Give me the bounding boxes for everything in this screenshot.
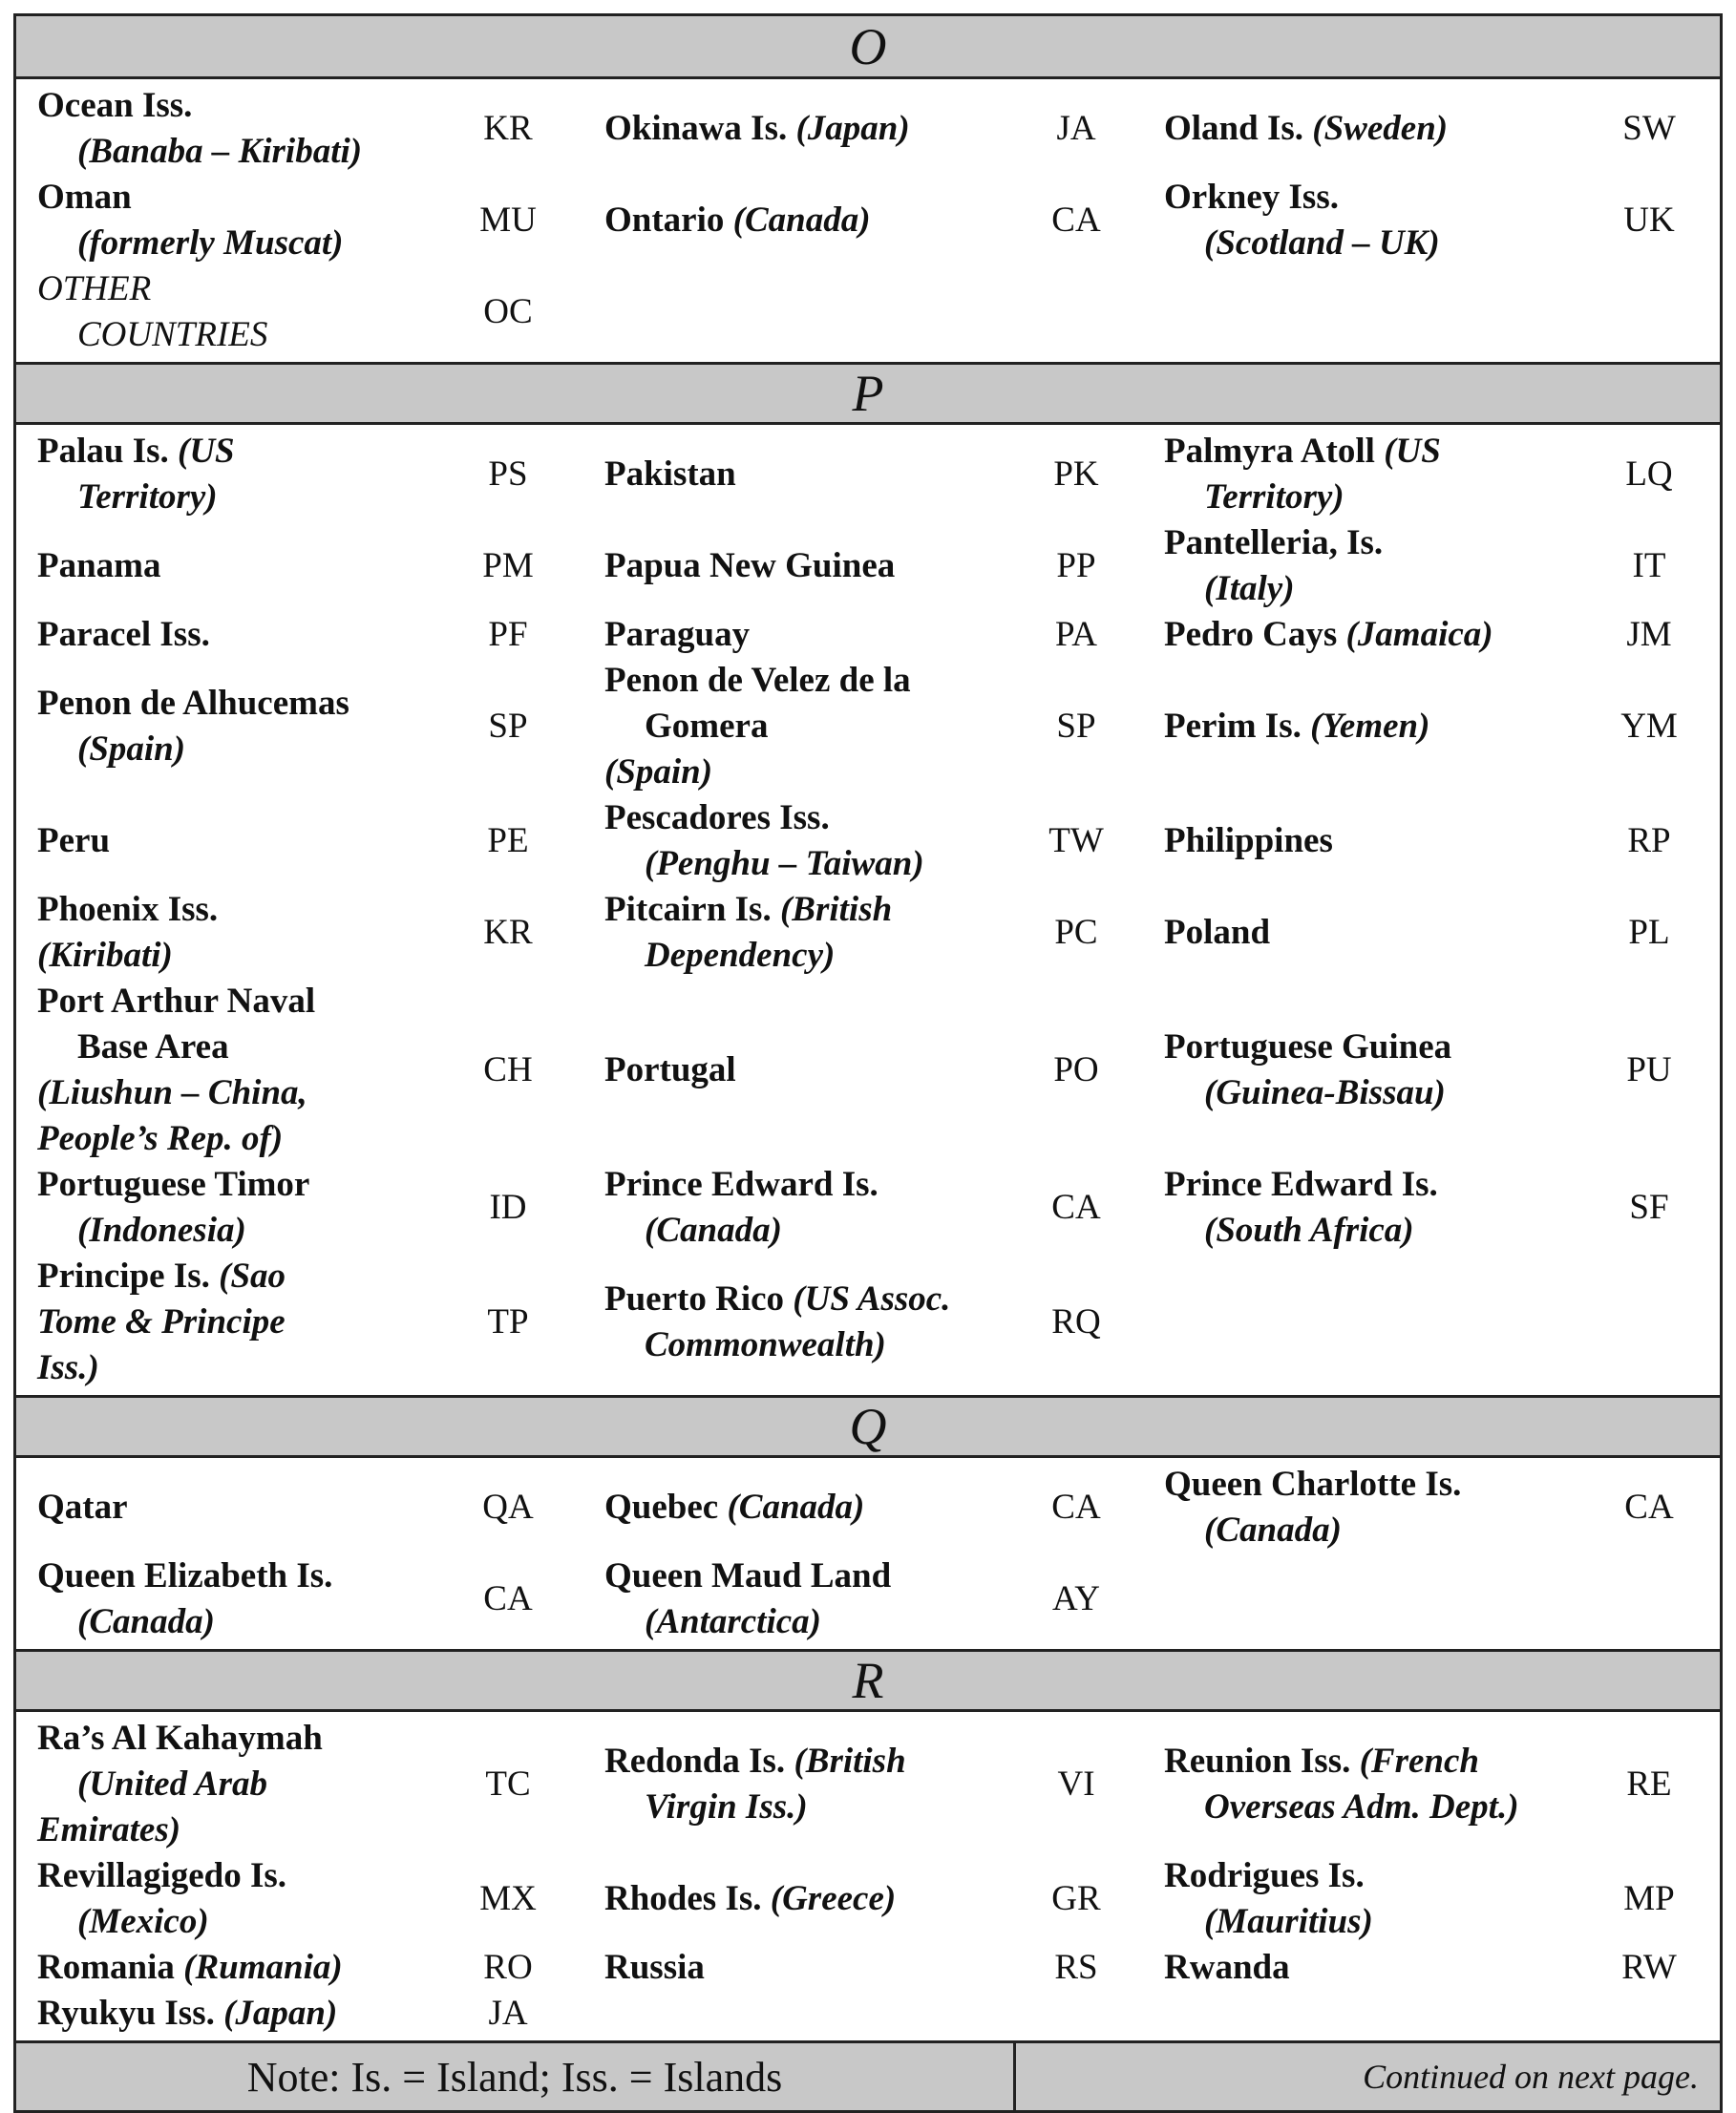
entry-label: Port Arthur Naval bbox=[37, 982, 316, 1021]
entry-label: Penon de Velez de la bbox=[604, 661, 911, 700]
entry-qualifier: (Sao bbox=[219, 1257, 286, 1296]
entry-qualifier-line: Tome & Principe bbox=[37, 1302, 286, 1342]
table-row bbox=[16, 1853, 1720, 1945]
entry-code: PP bbox=[1056, 546, 1096, 585]
entry-code: UK bbox=[1623, 201, 1675, 240]
entry-name bbox=[580, 887, 1000, 979]
entry-name bbox=[16, 543, 436, 589]
entry-label: Poland bbox=[1164, 913, 1271, 952]
entry-label: Reunion Iss. bbox=[1164, 1742, 1351, 1781]
entry-name bbox=[1153, 910, 1544, 956]
entry-code: JA bbox=[1056, 109, 1096, 148]
entry-label: Rhodes Is. bbox=[604, 1879, 762, 1918]
table-footer bbox=[16, 2040, 1720, 2110]
entry-code: YM bbox=[1620, 707, 1678, 746]
entry-code: RP bbox=[1627, 821, 1671, 860]
entry-name bbox=[16, 979, 436, 1162]
section-body-Q bbox=[16, 1458, 1720, 1649]
entry-name bbox=[16, 818, 436, 864]
entry-code: QA bbox=[482, 1488, 534, 1527]
entry-label: Queen Elizabeth Is. bbox=[37, 1556, 333, 1595]
entry-label: Rodrigues Is. bbox=[1164, 1856, 1365, 1895]
section-letter: R bbox=[852, 1652, 884, 1709]
entry-qualifier: (Antarctica) bbox=[645, 1602, 821, 1641]
entry-code: IT bbox=[1632, 546, 1666, 585]
section-header-Q bbox=[16, 1395, 1720, 1458]
entry-code: PO bbox=[1053, 1050, 1099, 1089]
entry-qualifier: (Indonesia) bbox=[77, 1211, 246, 1250]
entry-qualifier: (US Assoc. bbox=[793, 1279, 951, 1319]
entry-name bbox=[16, 681, 436, 772]
entry-code: PS bbox=[488, 454, 528, 494]
entry-label: Queen Charlotte Is. bbox=[1164, 1465, 1462, 1504]
entry-name bbox=[580, 612, 1000, 658]
entry-code: SW bbox=[1622, 109, 1676, 148]
entry-qualifier: (Canada) bbox=[727, 1488, 865, 1527]
section-body-P bbox=[16, 425, 1720, 1395]
entry-code: ID bbox=[489, 1188, 527, 1227]
entry-label: Qatar bbox=[37, 1488, 128, 1527]
entry-code: SP bbox=[488, 707, 528, 746]
entry-label: Ocean Iss. bbox=[37, 86, 193, 125]
entry-qualifier: (Greece) bbox=[770, 1879, 897, 1918]
entry-qualifier: (Canada) bbox=[77, 1602, 215, 1641]
entry-qualifier: (Yemen) bbox=[1310, 707, 1430, 746]
entry-code: RE bbox=[1626, 1764, 1672, 1804]
entry-label: Ontario bbox=[604, 201, 725, 240]
entry-qualifier-cont: Overseas Adm. Dept.) bbox=[1204, 1787, 1519, 1827]
entry-code: TC bbox=[485, 1764, 531, 1804]
entry-code: RQ bbox=[1051, 1302, 1101, 1342]
entry-name bbox=[16, 1485, 436, 1531]
entry-code: CA bbox=[483, 1579, 533, 1618]
entry-label: Russia bbox=[604, 1948, 705, 1987]
entry-label: Perim Is. bbox=[1164, 707, 1302, 746]
entry-qualifier: (Sweden) bbox=[1312, 109, 1449, 148]
table-row bbox=[16, 979, 1720, 1162]
entry-qualifier: (Scotland – UK) bbox=[1204, 223, 1440, 263]
entry-label-cont: Base Area bbox=[77, 1027, 229, 1067]
entry-qualifier: (Jamaica) bbox=[1345, 615, 1493, 654]
entry-label: Redonda Is. bbox=[604, 1742, 786, 1781]
entry-name bbox=[16, 266, 436, 358]
entry-label: Pakistan bbox=[604, 454, 736, 494]
entry-qualifier-line: (Liushun – China, bbox=[37, 1073, 307, 1112]
entry-code: TW bbox=[1048, 821, 1104, 860]
entry-name bbox=[1153, 1462, 1544, 1553]
entry-name bbox=[1153, 1025, 1544, 1116]
entry-label: Principe Is. bbox=[37, 1257, 210, 1296]
entry-name bbox=[16, 1553, 436, 1645]
entry-label: Ra’s Al Kahaymah bbox=[37, 1719, 323, 1758]
entry-code: VI bbox=[1057, 1764, 1095, 1804]
entry-name bbox=[580, 543, 1000, 589]
entry-label: Pescadores Iss. bbox=[604, 798, 830, 837]
entry-qualifier: (United Arab bbox=[77, 1764, 268, 1804]
entry-label: Penon de Alhucemas bbox=[37, 684, 349, 723]
entry-label: Okinawa Is. bbox=[604, 109, 788, 148]
entry-name bbox=[1153, 106, 1544, 152]
table-row bbox=[16, 1991, 1720, 2037]
entry-code: PL bbox=[1628, 913, 1670, 952]
table-row bbox=[16, 1716, 1720, 1853]
entry-name bbox=[580, 452, 1000, 497]
entry-name bbox=[580, 1485, 1000, 1531]
table-row bbox=[16, 83, 1720, 175]
entry-label: Phoenix Iss. bbox=[37, 890, 219, 929]
entry-code: JM bbox=[1626, 615, 1672, 654]
entry-name bbox=[16, 887, 436, 979]
entry-qualifier-cont: Dependency) bbox=[645, 936, 836, 975]
entry-label: Peru bbox=[37, 821, 111, 860]
table-row bbox=[16, 887, 1720, 979]
entry-label: Prince Edward Is. bbox=[604, 1165, 879, 1204]
entry-qualifier: (Canada) bbox=[645, 1211, 782, 1250]
entry-code: AY bbox=[1051, 1579, 1101, 1618]
entry-code: RW bbox=[1621, 1948, 1677, 1987]
entry-name bbox=[580, 106, 1000, 152]
entry-qualifier: (Kiribati) bbox=[37, 936, 173, 975]
table-row bbox=[16, 429, 1720, 520]
section-header-R bbox=[16, 1649, 1720, 1712]
entry-code: LQ bbox=[1625, 454, 1673, 494]
entry-label-cont: COUNTRIES bbox=[77, 315, 268, 354]
entry-qualifier: (Penghu – Taiwan) bbox=[645, 844, 924, 883]
section-body-R bbox=[16, 1712, 1720, 2040]
entry-name bbox=[580, 1945, 1000, 1991]
entry-name bbox=[1153, 704, 1544, 750]
entry-code: KR bbox=[483, 913, 533, 952]
entry-code: PU bbox=[1626, 1050, 1672, 1089]
entry-qualifier: (French bbox=[1359, 1742, 1480, 1781]
entry-qualifier-cont: Virgin Iss.) bbox=[645, 1787, 808, 1827]
entry-name bbox=[1153, 1162, 1544, 1254]
entry-name bbox=[580, 1876, 1000, 1922]
entry-qualifier: (US bbox=[1384, 432, 1441, 471]
entry-code: CA bbox=[1051, 201, 1101, 240]
entry-code: GR bbox=[1051, 1879, 1101, 1918]
entry-label: Oland Is. bbox=[1164, 109, 1304, 148]
entry-code: MX bbox=[479, 1879, 537, 1918]
entry-label: Rwanda bbox=[1164, 1948, 1290, 1987]
entry-name bbox=[580, 795, 1000, 887]
table-row bbox=[16, 1462, 1720, 1553]
section-body-O bbox=[16, 79, 1720, 362]
entry-name bbox=[580, 1162, 1000, 1254]
entry-name bbox=[16, 1853, 436, 1945]
entry-label: Portuguese Guinea bbox=[1164, 1027, 1452, 1067]
entry-qualifier: (Canada) bbox=[1204, 1511, 1342, 1550]
entry-name bbox=[1153, 1945, 1544, 1991]
entry-code: PM bbox=[482, 546, 534, 585]
entry-qualifier: (British bbox=[794, 1742, 906, 1781]
entry-label: Oman bbox=[37, 178, 132, 217]
entry-name bbox=[1153, 1853, 1544, 1945]
entry-label: Orkney Iss. bbox=[1164, 178, 1339, 217]
entry-label: Portuguese Timor bbox=[37, 1165, 310, 1204]
table-row bbox=[16, 520, 1720, 612]
entry-code: PC bbox=[1054, 913, 1098, 952]
entry-name bbox=[580, 1739, 1000, 1830]
entry-code: KR bbox=[483, 109, 533, 148]
section-header-O bbox=[16, 16, 1720, 79]
continued-note: Continued on next page. bbox=[1363, 2058, 1699, 2096]
section-letter: O bbox=[849, 17, 887, 75]
entry-label: Portugal bbox=[604, 1050, 736, 1089]
entry-code: RO bbox=[483, 1948, 533, 1987]
entry-qualifier: (Banaba – Kiribati) bbox=[77, 132, 363, 171]
entry-qualifier: (Rumania) bbox=[183, 1948, 343, 1987]
entry-code: PK bbox=[1053, 454, 1099, 494]
entry-code: PA bbox=[1055, 615, 1097, 654]
entry-label: Papua New Guinea bbox=[604, 546, 896, 585]
entry-code: PF bbox=[488, 615, 528, 654]
table-row bbox=[16, 1553, 1720, 1645]
entry-label: Pedro Cays bbox=[1164, 615, 1338, 654]
entry-code: MU bbox=[479, 201, 537, 240]
entry-code: RS bbox=[1054, 1948, 1098, 1987]
entry-code: CA bbox=[1051, 1188, 1101, 1227]
table-row bbox=[16, 1254, 1720, 1391]
entry-name bbox=[16, 612, 436, 658]
entry-qualifier-line: People’s Rep. of) bbox=[37, 1119, 284, 1158]
entry-name bbox=[1153, 520, 1544, 612]
entry-label: Philippines bbox=[1164, 821, 1333, 860]
entry-name bbox=[16, 1254, 436, 1391]
entry-code: SP bbox=[1056, 707, 1096, 746]
entry-label: Ryukyu Iss. bbox=[37, 1994, 215, 2033]
entry-label: Paraguay bbox=[604, 615, 751, 654]
table-row bbox=[16, 175, 1720, 266]
entry-label: Palmyra Atoll bbox=[1164, 432, 1375, 471]
entry-name bbox=[16, 1162, 436, 1254]
entry-qualifier: (US bbox=[178, 432, 235, 471]
entry-name bbox=[580, 198, 1000, 243]
entry-name bbox=[16, 175, 436, 266]
entry-code: JA bbox=[488, 1994, 528, 2033]
entry-qualifier: (Japan) bbox=[223, 1994, 338, 2033]
entry-label: Prince Edward Is. bbox=[1164, 1165, 1438, 1204]
entry-code: TP bbox=[487, 1302, 529, 1342]
entry-qualifier: (South Africa) bbox=[1204, 1211, 1414, 1250]
entry-label: Queen Maud Land bbox=[604, 1556, 892, 1595]
table-row bbox=[16, 795, 1720, 887]
entry-name bbox=[580, 1553, 1000, 1645]
table-row bbox=[16, 1162, 1720, 1254]
entry-name bbox=[16, 83, 436, 175]
entry-label: Revillagigedo Is. bbox=[37, 1856, 287, 1895]
table-row bbox=[16, 612, 1720, 658]
entry-name bbox=[1153, 1739, 1544, 1830]
entry-name bbox=[580, 1047, 1000, 1093]
entry-name bbox=[1153, 175, 1544, 266]
entry-code: CA bbox=[1051, 1488, 1101, 1527]
section-header-P bbox=[16, 362, 1720, 425]
entry-qualifier: (Spain) bbox=[604, 752, 713, 792]
entry-qualifier-cont: Commonwealth) bbox=[645, 1325, 886, 1364]
entry-code: PE bbox=[487, 821, 529, 860]
entry-qualifier: (Canada) bbox=[732, 201, 871, 240]
entry-code: CH bbox=[483, 1050, 533, 1089]
entry-qualifier-cont: Territory) bbox=[77, 477, 218, 517]
table-row bbox=[16, 1945, 1720, 1991]
entry-label: Pantelleria, Is. bbox=[1164, 523, 1384, 562]
section-letter: P bbox=[852, 365, 884, 422]
table-row bbox=[16, 266, 1720, 358]
entry-qualifier: (Mauritius) bbox=[1204, 1902, 1373, 1941]
entry-label: Paracel Iss. bbox=[37, 615, 210, 654]
entry-qualifier: (Guinea-Bissau) bbox=[1204, 1073, 1446, 1112]
country-code-table bbox=[13, 13, 1723, 2113]
entry-code: OC bbox=[483, 292, 533, 331]
entry-code: CA bbox=[1624, 1488, 1674, 1527]
entry-qualifier: (formerly Muscat) bbox=[77, 223, 344, 263]
entry-name bbox=[1153, 612, 1544, 658]
table-row bbox=[16, 658, 1720, 795]
entry-name bbox=[580, 658, 1000, 795]
entry-name bbox=[1153, 429, 1544, 520]
entry-name bbox=[16, 429, 436, 520]
entry-qualifier-cont: Territory) bbox=[1204, 477, 1344, 517]
entry-qualifier: (Mexico) bbox=[77, 1902, 209, 1941]
entry-code: SF bbox=[1629, 1188, 1669, 1227]
entry-qualifier: (British bbox=[779, 890, 893, 929]
entry-code: MP bbox=[1623, 1879, 1675, 1918]
entry-name bbox=[16, 1716, 436, 1853]
entry-qualifier: (Japan) bbox=[795, 109, 910, 148]
entry-name bbox=[16, 1945, 436, 1991]
section-letter: Q bbox=[849, 1398, 887, 1455]
entry-name bbox=[16, 1991, 436, 2037]
entry-qualifier: (Italy) bbox=[1204, 569, 1295, 608]
entry-label: Quebec bbox=[604, 1488, 719, 1527]
entry-qualifier-line: Iss.) bbox=[37, 1348, 99, 1387]
entry-label: Romania bbox=[37, 1948, 175, 1987]
entry-name bbox=[580, 1277, 1000, 1368]
footer-note: Note: Is. = Island; Iss. = Islands bbox=[16, 2043, 1016, 2110]
entry-label: Pitcairn Is. bbox=[604, 890, 772, 929]
entry-qualifier: (Spain) bbox=[77, 729, 186, 769]
entry-label: Puerto Rico bbox=[604, 1279, 785, 1319]
entry-label-cont: Gomera bbox=[645, 707, 769, 746]
entry-name bbox=[1153, 818, 1544, 864]
entry-label: OTHER bbox=[37, 269, 152, 308]
entry-label: Panama bbox=[37, 546, 161, 585]
entry-label: Palau Is. bbox=[37, 432, 169, 471]
entry-qualifier-line: Emirates) bbox=[37, 1810, 181, 1849]
